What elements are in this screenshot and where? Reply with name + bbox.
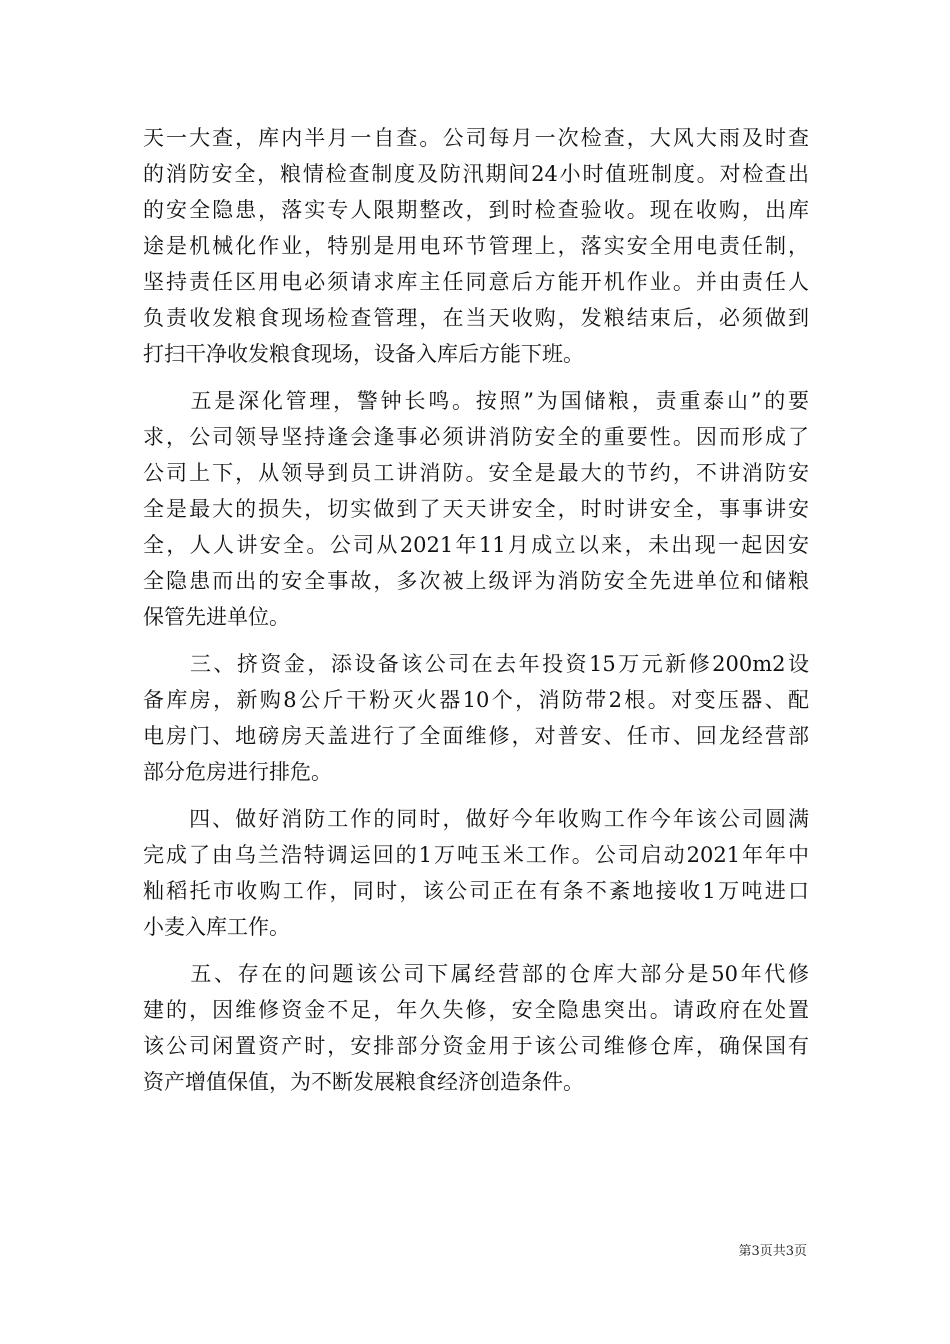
text-line: 负责收发粮食现场检查管理，在当天收购，发粮结束后，必须做到 bbox=[143, 306, 809, 330]
text-line: 备库房，新购8公斤干粉灭火器10个，消防带2根。对变压器、配 bbox=[143, 688, 809, 712]
text-line: 资产增值保值，为不断发展粮食经济创造条件。 bbox=[143, 1070, 584, 1094]
text-line: 途是机械化作业，特别是用电环节管理上，落实安全用电责任制， bbox=[143, 234, 809, 258]
text-line: 部分危房进行排危。 bbox=[143, 760, 332, 784]
paragraph bbox=[143, 383, 809, 635]
text-line: 五是深化管理，警钟长鸣。按照”为国储粮，责重泰山”的要 bbox=[143, 389, 809, 413]
text-line: 全是最大的损失，切实做到了天天讲安全，时时讲安全，事事讲安 bbox=[143, 497, 809, 521]
text-line: 全，人人讲安全。公司从2021年11月成立以来，未出现一起因安 bbox=[143, 533, 809, 557]
text-line: 的消防安全，粮情检查制度及防汛期间24小时值班制度。对检查出 bbox=[143, 162, 809, 186]
text-line: 小麦入库工作。 bbox=[143, 915, 290, 939]
text-line: 的安全隐患，落实专人限期整改，到时检查验收。现在收购，出库 bbox=[143, 198, 809, 222]
text-line: 建的，因维修资金不足，年久失修，安全隐患突出。请政府在处置 bbox=[143, 998, 809, 1022]
text-line: 保管先进单位。 bbox=[143, 605, 290, 629]
text-line: 打扫干净收发粮食现场，设备入库后方能下班。 bbox=[143, 342, 584, 366]
text-line: 全隐患而出的安全事故，多次被上级评为消防安全先进单位和储粮 bbox=[143, 569, 809, 593]
text-line: 三、挤资金，添设备该公司在去年投资15万元新修200m2设 bbox=[143, 652, 809, 676]
text-line: 公司上下，从领导到员工讲消防。安全是最大的节约，不讲消防安 bbox=[143, 461, 809, 485]
text-line: 坚持责任区用电必须请求库主任同意后方能开机作业。并由责任人 bbox=[143, 270, 809, 294]
paragraph bbox=[143, 120, 809, 372]
text-line: 该公司闲置资产时，安排部分资金用于该公司维修仓库，确保国有 bbox=[143, 1034, 809, 1058]
document-body bbox=[143, 120, 809, 1100]
text-line: 籼稻托市收购工作，同时，该公司正在有条不紊地接收1万吨进口 bbox=[143, 879, 809, 903]
page-number-footer: 第3页共3页 bbox=[738, 1244, 807, 1259]
text-line: 完成了由乌兰浩特调运回的1万吨玉米工作。公司启动2021年年中 bbox=[143, 843, 809, 867]
text-line: 四、做好消防工作的同时，做好今年收购工作今年该公司圆满 bbox=[143, 807, 809, 831]
text-line: 电房门、地磅房天盖进行了全面维修，对普安、任市、回龙经营部 bbox=[143, 724, 809, 748]
paragraph bbox=[143, 956, 809, 1100]
text-line: 五、存在的问题该公司下属经营部的仓库大部分是50年代修 bbox=[143, 962, 809, 986]
text-line: 天一大查，库内半月一自查。公司每月一次检查，大风大雨及时查 bbox=[143, 126, 809, 150]
text-line: 求，公司领导坚持逢会逢事必须讲消防安全的重要性。因而形成了 bbox=[143, 425, 809, 449]
paragraph bbox=[143, 801, 809, 945]
paragraph bbox=[143, 646, 809, 790]
